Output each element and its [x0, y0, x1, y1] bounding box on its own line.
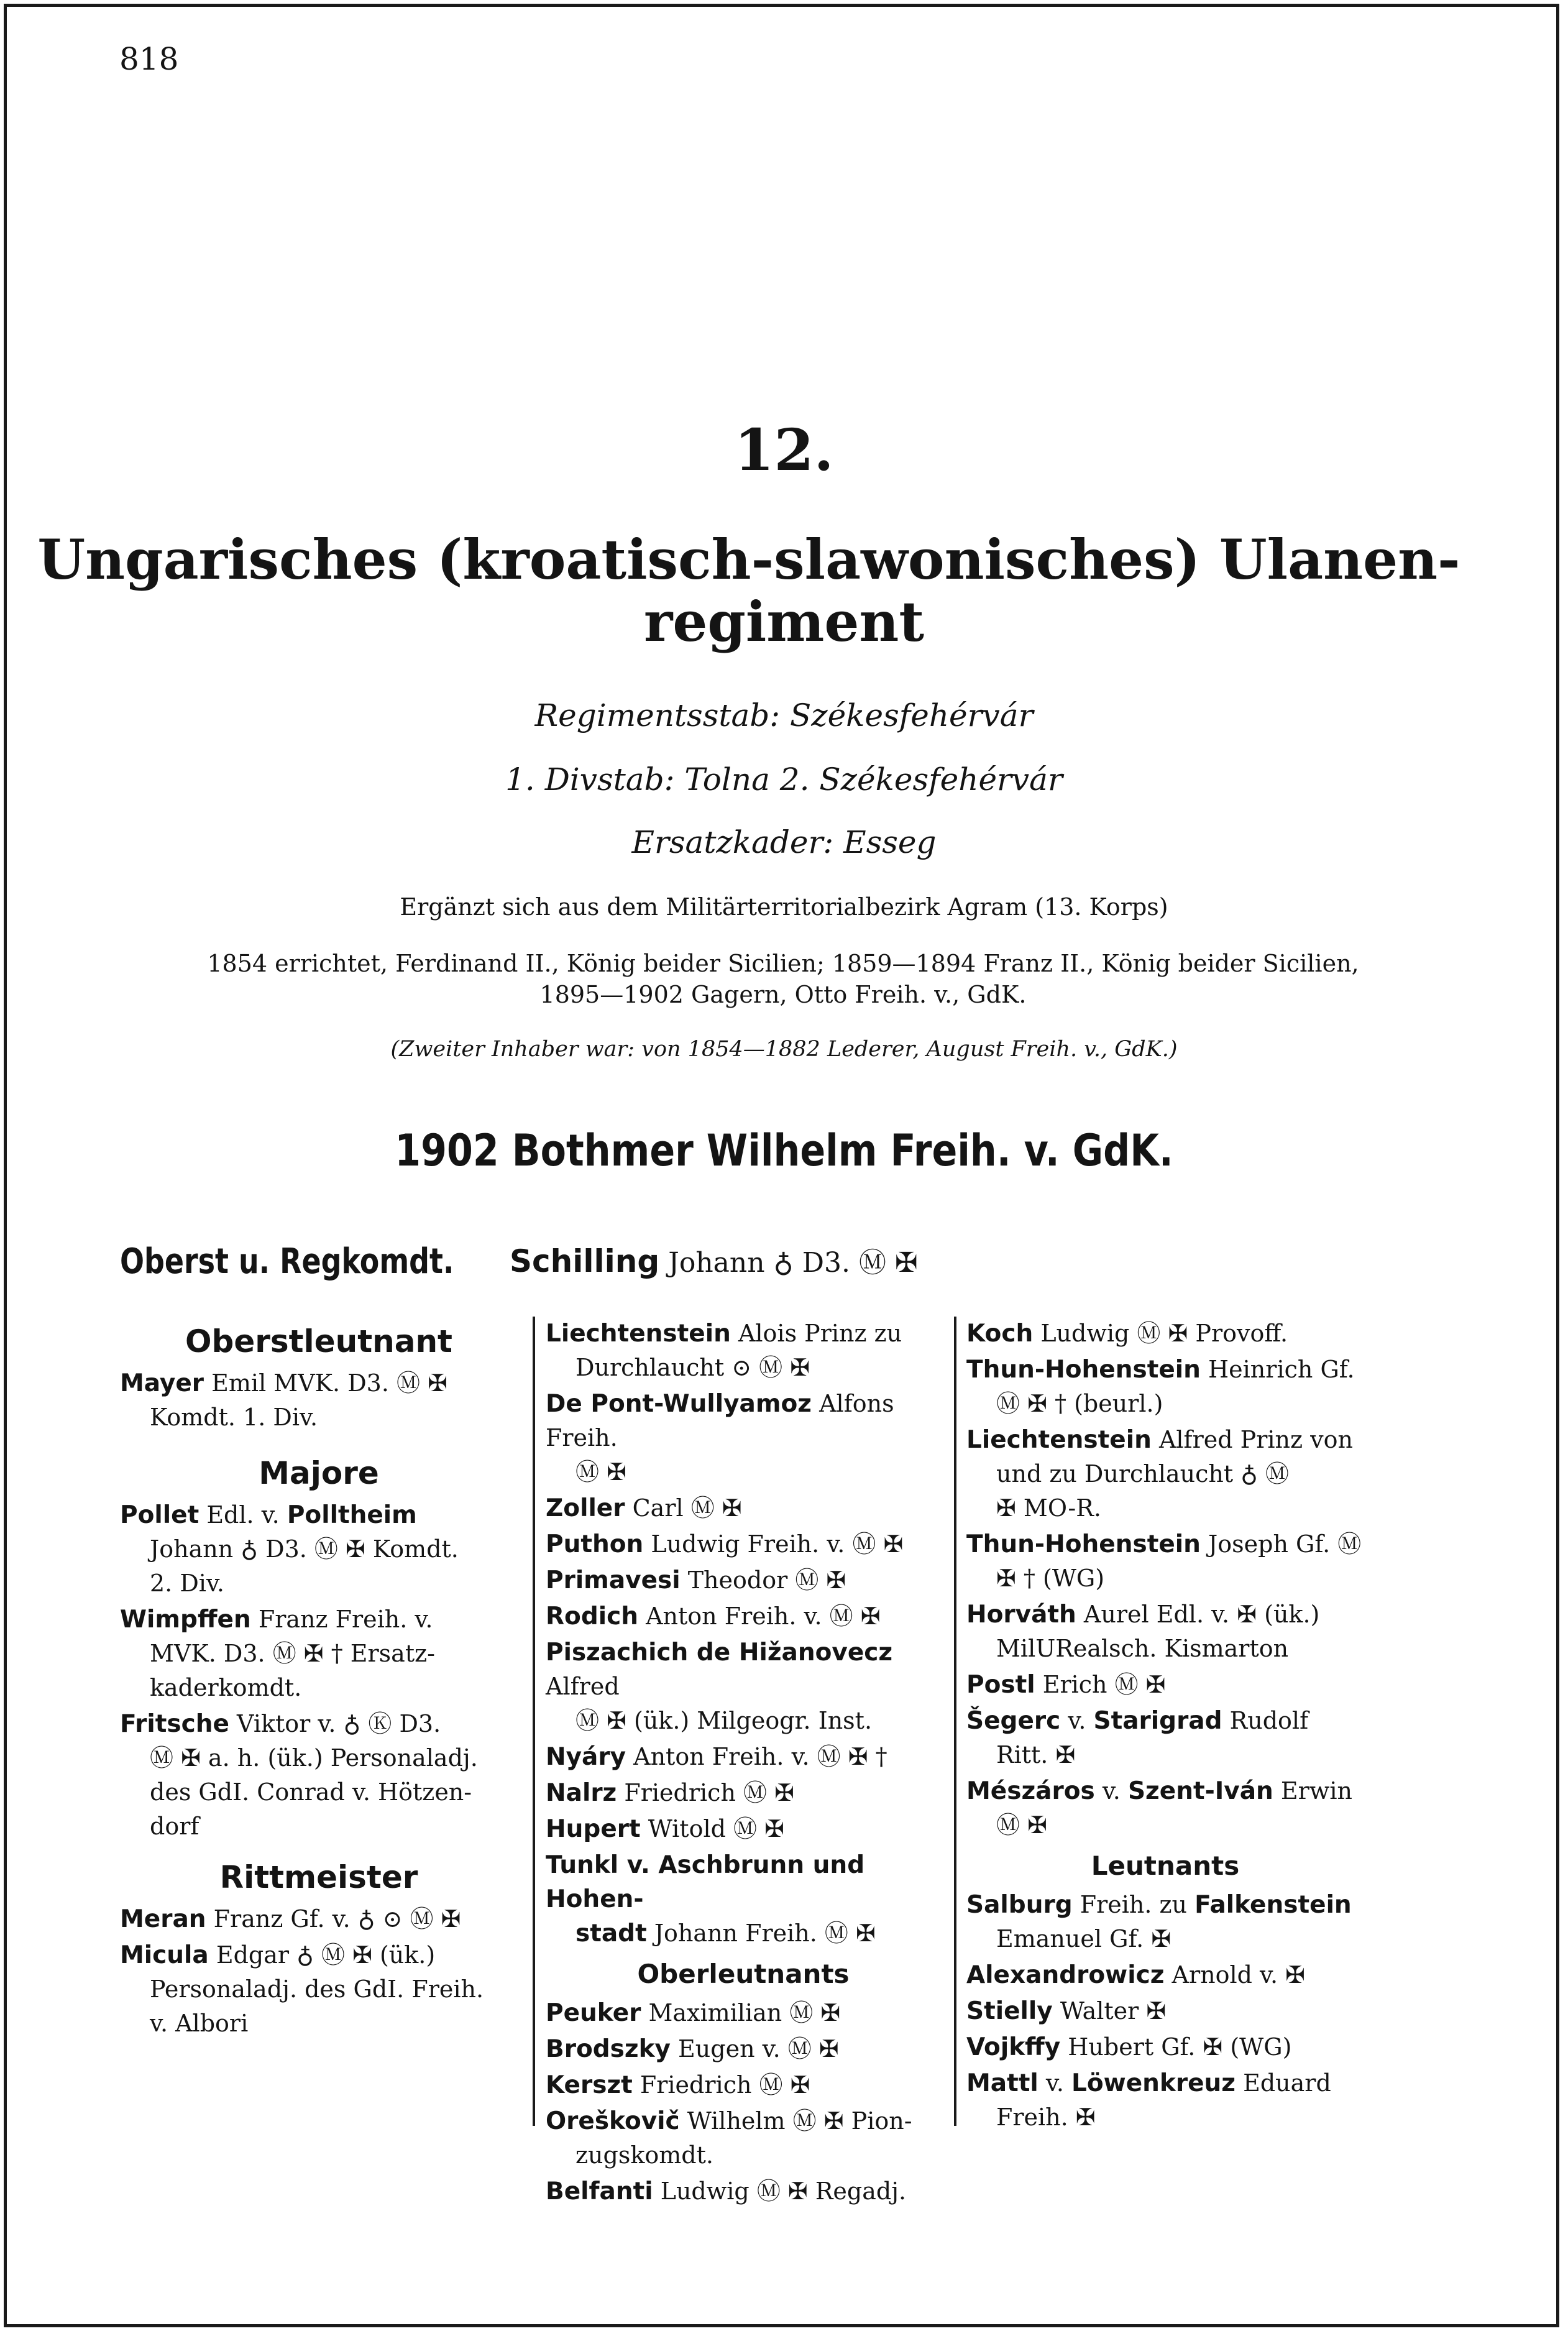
officer-detail: Alfred Prinz von	[1158, 1426, 1353, 1453]
officer-name: Mayer	[120, 1369, 204, 1397]
colonel-name: Schilling	[510, 1243, 660, 1279]
officer-name-2: Starigrad	[1093, 1707, 1222, 1735]
officer-detail: Rudolf	[1229, 1707, 1309, 1734]
officer-entry	[546, 1599, 941, 1634]
officer-detail: und zu Durchlaucht ♁ Ⓜ	[996, 1460, 1290, 1488]
officer-entry	[966, 1353, 1364, 1421]
officer-entry	[546, 2174, 941, 2209]
second-owner-note: (Zweiter Inhaber war: von 1854—1882 Lederer, August Freih. v., GdK.)	[390, 1037, 1178, 1062]
officer-detail: Alfred	[546, 1673, 620, 1700]
officer-entry	[966, 1774, 1364, 1842]
officer-name: Belfanti	[546, 2177, 653, 2205]
officer-detail: kaderkomdt.	[150, 1674, 302, 1701]
officer-entry	[120, 1498, 518, 1601]
officer-name: Wimpffen	[120, 1606, 251, 1634]
officer-detail: dorf	[150, 1813, 199, 1840]
officer-name-2: stadt	[575, 1920, 647, 1947]
officer-detail: zugskomdt.	[575, 2141, 713, 2169]
officer-detail: Viktor v. ♁ Ⓚ D3.	[237, 1710, 441, 1737]
officer-name: Micula	[120, 1941, 209, 1969]
officer-name: Fritsche	[120, 1710, 229, 1738]
officer-name: Peuker	[546, 1999, 641, 2027]
officer-detail: Franz Freih. v.	[258, 1606, 433, 1633]
officer-detail: Emanuel Gf. ✠	[996, 1925, 1171, 1952]
officer-entry	[966, 1317, 1364, 1351]
section-header-lt-colonel: Oberstleutnant	[185, 1323, 452, 1359]
officer-detail: Aurel Edl. v. ✠ (ük.)	[1083, 1601, 1320, 1628]
officer-name: Postl	[966, 1671, 1035, 1699]
officer-entry	[966, 1888, 1364, 1956]
officer-detail: Franz Gf. v. ♁ ⊙ Ⓜ ✠	[213, 1905, 461, 1933]
officer-name: Brodszky	[546, 2035, 671, 2063]
officer-detail: Maximilian Ⓜ ✠	[648, 1999, 841, 2026]
officer-name-2: Löwenkreuz	[1071, 2069, 1236, 2097]
officer-name: Mészáros	[966, 1777, 1095, 1805]
officer-name: Oreškovič	[546, 2107, 680, 2135]
column-divider-left	[533, 1317, 535, 2126]
page-number: 818	[119, 41, 179, 77]
officer-detail: Erich Ⓜ ✠	[1042, 1671, 1166, 1698]
section-header-rittmeister: Rittmeister	[219, 1859, 418, 1895]
officer-name: Horváth	[966, 1601, 1076, 1629]
officer-entry	[966, 2030, 1364, 2064]
officer-entry	[120, 1902, 518, 1936]
officer-detail: Ⓜ ✠	[575, 1458, 626, 1486]
officer-entry	[966, 1994, 1364, 2028]
officer-entry	[546, 1776, 941, 1810]
officer-entry	[546, 2104, 941, 2173]
officer-detail: Komdt. 1. Div.	[150, 1404, 318, 1431]
officer-detail: Edgar ♁ Ⓜ ✠ (ük.)	[216, 1941, 436, 1969]
officer-name: Puthon	[546, 1530, 644, 1558]
column-divider-right	[954, 1317, 956, 2126]
officer-detail: Ritt. ✠	[996, 1741, 1076, 1768]
column-3	[966, 1317, 1364, 2136]
officer-detail: Ⓜ ✠ (ük.) Milgeogr. Inst.	[575, 1707, 873, 1734]
officer-entry	[966, 1527, 1364, 1596]
officer-name: Nyáry	[546, 1743, 626, 1771]
regiment-title-line1: Ungarisches (kroatisch-slawonisches) Ulanen-	[37, 527, 1460, 592]
officer-detail: Eduard	[1243, 2069, 1331, 2097]
section-header-leutnants: Leutnants	[1091, 1851, 1240, 1881]
officer-entry	[966, 2066, 1364, 2135]
officer-name: Vojkffy	[966, 2033, 1061, 2061]
officer-detail: Durchlaucht ⊙ Ⓜ ✠	[575, 1354, 810, 1381]
officer-detail: des GdI. Conrad v. Hötzen-	[150, 1778, 472, 1806]
officer-detail: Personaladj. des GdI. Freih.	[150, 1975, 484, 2003]
colonel-entry	[510, 1240, 918, 1280]
officer-detail: v. Albori	[150, 2010, 249, 2037]
officer-detail: Ludwig Freih. v. Ⓜ ✠	[651, 1530, 904, 1558]
officer-name: Stielly	[966, 1997, 1053, 2025]
officer-detail: Theodor Ⓜ ✠	[687, 1566, 846, 1594]
officer-detail: Ludwig Ⓜ ✠ Regadj.	[660, 2177, 907, 2205]
officer-entry	[120, 1707, 518, 1844]
officer-entry	[546, 1635, 941, 1738]
officer-detail: Ⓜ ✠	[996, 1811, 1047, 1839]
officer-entry	[120, 1603, 518, 1705]
officer-detail: Alfons Freih.	[546, 1390, 894, 1451]
officer-name: Alexandrowicz	[966, 1961, 1165, 1989]
colonel-title: Oberst u. Regkomdt.	[120, 1241, 454, 1282]
officer-entry	[546, 1848, 941, 1951]
officer-detail: Hubert Gf. ✠ (WG)	[1068, 2033, 1292, 2061]
officer-detail: Edl. v.	[206, 1501, 280, 1529]
officer-entry	[546, 1527, 941, 1561]
colonel-details: Johann ♁ D3. Ⓜ ✠	[668, 1247, 918, 1279]
officer-detail: Erwin	[1280, 1777, 1352, 1805]
officer-name: Liechtenstein	[966, 1426, 1152, 1454]
officer-name-2: Falkenstein	[1194, 1891, 1352, 1919]
officer-detail: v.	[1102, 1777, 1121, 1805]
officer-entry	[120, 1366, 518, 1435]
officer-name: Hupert	[546, 1815, 641, 1843]
officer-entry	[966, 1958, 1364, 1992]
recruitment-note: Ergänzt sich aus dem Militärterritorialbezirk Agram (13. Korps)	[400, 893, 1168, 921]
column-1	[120, 1317, 518, 2043]
officer-name: Nalrz	[546, 1779, 617, 1807]
officer-name: Rodich	[546, 1603, 638, 1630]
officer-detail: Arnold v. ✠	[1171, 1961, 1305, 1989]
section-header-oberleutnants: Oberleutnants	[637, 1959, 850, 1989]
regiment-title-line2: regiment	[643, 589, 925, 654]
officer-detail: Ludwig Ⓜ ✠ Provoff.	[1040, 1320, 1288, 1347]
officer-name: Mattl	[966, 2069, 1038, 2097]
officer-detail: Walter ✠	[1060, 1997, 1167, 2025]
section-header-majors: Majore	[259, 1455, 379, 1491]
officer-detail: v.	[1068, 1707, 1086, 1734]
officer-detail: Ⓜ ✠ † (beurl.)	[996, 1390, 1163, 1417]
officer-detail: Anton Freih. v. Ⓜ ✠ †	[633, 1743, 887, 1770]
officer-name: Zoller	[546, 1494, 625, 1522]
officer-entry	[546, 1812, 941, 1846]
officer-detail: Johann Freih. Ⓜ ✠	[654, 1920, 876, 1947]
officer-entry	[120, 1938, 518, 2041]
history-line1: 1854 errichtet, Ferdinand II., König beider Sicilien; 1859—1894 Franz II., König beider Sicilien,	[207, 950, 1359, 977]
officer-detail: MilURealsch. Kismarton	[996, 1635, 1289, 1662]
officer-detail: MVK. D3. Ⓜ ✠ † Ersatz-	[150, 1640, 435, 1667]
officer-detail: Carl Ⓜ ✠	[632, 1494, 742, 1522]
officer-entry	[546, 1740, 941, 1774]
officer-detail: Heinrich Gf.	[1208, 1356, 1355, 1383]
officer-name: Meran	[120, 1905, 206, 1933]
officer-name-2: Szent-Iván	[1127, 1777, 1273, 1805]
officer-entry	[546, 1996, 941, 2030]
regimentsstab: Regimentsstab: Székesfehérvár	[534, 697, 1034, 733]
officer-entry	[546, 1387, 941, 1489]
officer-entry	[546, 1491, 941, 1525]
officer-detail: ✠ MO-R.	[996, 1494, 1101, 1522]
officer-detail: Friedrich Ⓜ ✠	[640, 2071, 810, 2099]
column-2	[546, 1317, 941, 2210]
ersatzkader: Ersatzkader: Esseg	[631, 824, 937, 860]
officer-detail: ✠ † (WG)	[996, 1565, 1105, 1592]
proprietor-heading: 1902 Bothmer Wilhelm Freih. v. GdK.	[395, 1125, 1173, 1176]
officer-entry	[966, 1704, 1364, 1772]
officer-detail: Friedrich Ⓜ ✠	[624, 1779, 794, 1806]
officer-name: Thun-Hohenstein	[966, 1530, 1201, 1558]
officer-name: Koch	[966, 1320, 1034, 1348]
officer-entry	[546, 1317, 941, 1385]
officer-detail: Joseph Gf. Ⓜ	[1208, 1530, 1362, 1558]
officer-name: Liechtenstein	[546, 1320, 731, 1348]
officer-detail: Ⓜ ✠ a. h. (ük.) Personaladj.	[150, 1744, 478, 1772]
officer-entry	[546, 1563, 941, 1598]
officer-detail: Wilhelm Ⓜ ✠ Pion-	[687, 2107, 912, 2135]
officer-name: Pollet	[120, 1501, 199, 1529]
officer-name: Piszachich de Hižanovecz	[546, 1639, 893, 1667]
officer-entry	[966, 1668, 1364, 1702]
officer-entry	[966, 1423, 1364, 1525]
officer-detail: Freih. zu	[1080, 1891, 1188, 1918]
officer-detail: 2. Div.	[150, 1570, 224, 1597]
officer-detail: Johann ♁ D3. Ⓜ ✠ Komdt.	[150, 1535, 459, 1563]
officer-name: Thun-Hohenstein	[966, 1356, 1201, 1384]
officer-detail: Freih. ✠	[996, 2104, 1096, 2131]
history-line2: 1895—1902 Gagern, Otto Freih. v., GdK.	[539, 981, 1027, 1008]
officer-name-2: Polltheim	[287, 1501, 417, 1529]
officer-entry	[966, 1598, 1364, 1666]
divstab: 1. Divstab: Tolna 2. Székesfehérvár	[505, 761, 1063, 798]
officer-detail: Witold Ⓜ ✠	[648, 1815, 784, 1842]
history-note	[118, 948, 1448, 1010]
officer-name: Šegerc	[966, 1707, 1061, 1735]
officer-name: Tunkl v. Aschbrunn und Hohen-	[546, 1851, 865, 1913]
officer-name: Kerszt	[546, 2071, 633, 2099]
officer-detail: Emil MVK. D3. Ⓜ ✠	[211, 1369, 447, 1397]
officer-name: Primavesi	[546, 1566, 681, 1594]
officer-entry	[546, 2068, 941, 2102]
officer-detail: Anton Freih. v. Ⓜ ✠	[646, 1603, 881, 1630]
officer-detail: Alois Prinz zu	[738, 1320, 902, 1347]
officer-detail: v.	[1045, 2069, 1064, 2097]
regiment-number: 12.	[734, 416, 834, 484]
officer-entry	[546, 2032, 941, 2066]
officer-detail: Eugen v. Ⓜ ✠	[678, 2035, 839, 2062]
officer-name: De Pont-Wullyamoz	[546, 1390, 812, 1418]
officer-name: Salburg	[966, 1891, 1073, 1919]
